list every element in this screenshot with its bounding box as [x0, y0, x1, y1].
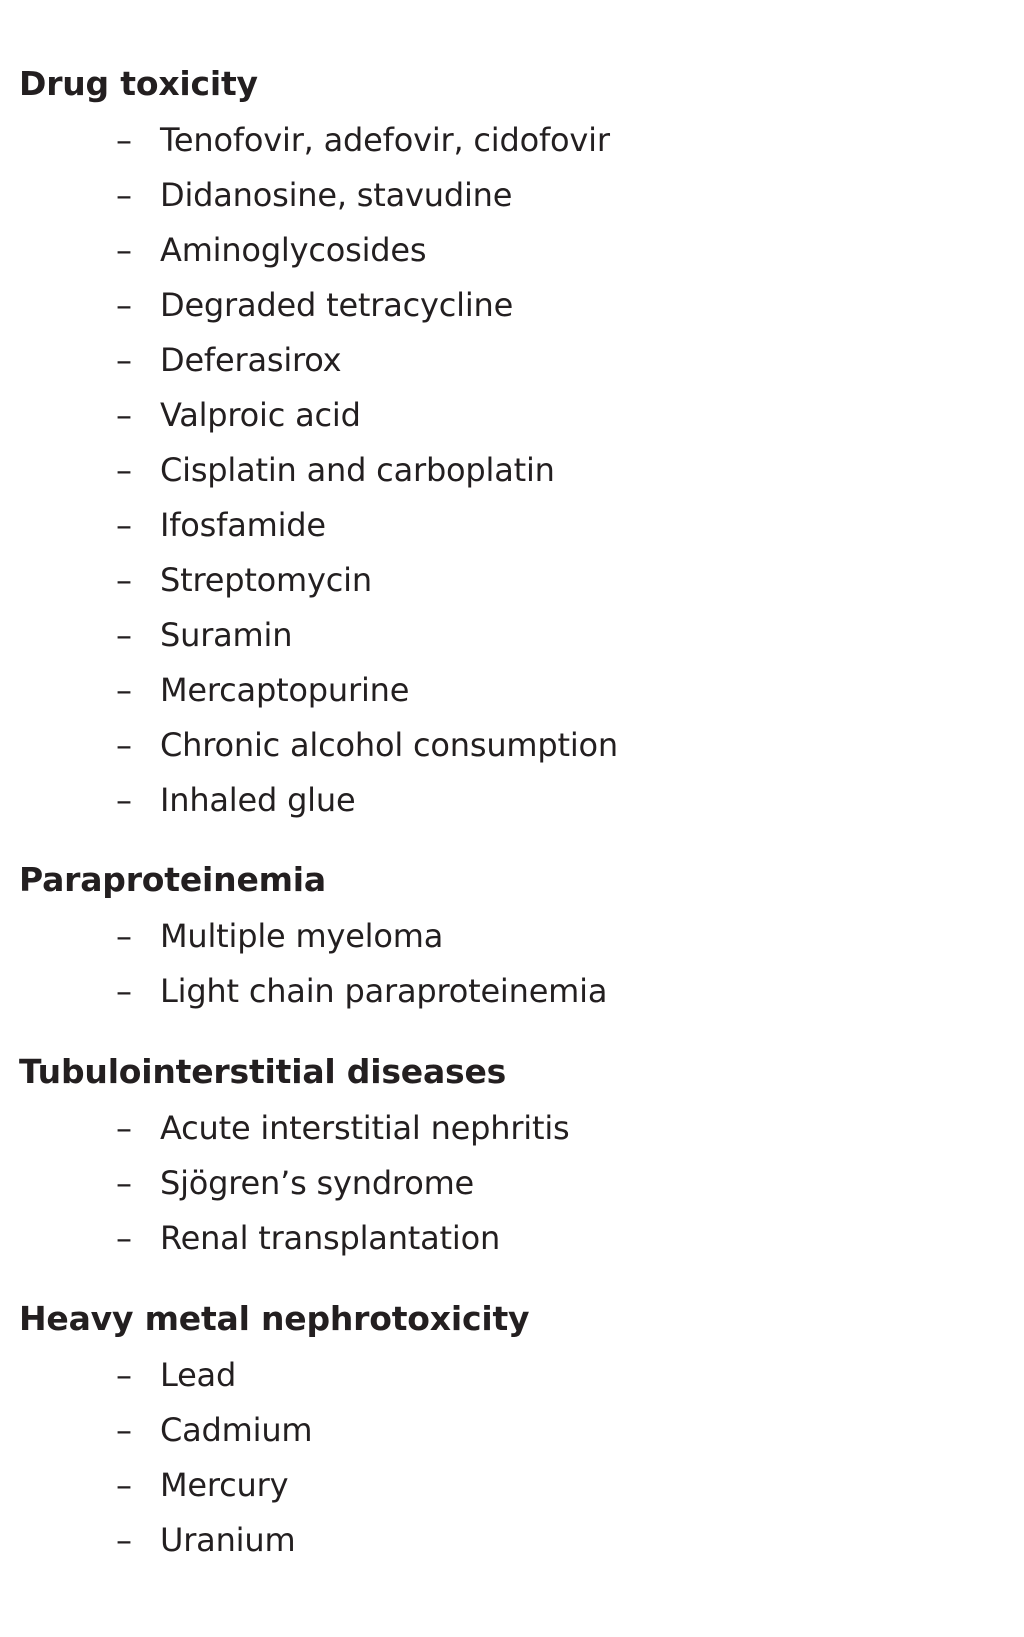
list-item-label: Ifosfamide — [160, 506, 326, 544]
dash-bullet: – — [116, 506, 132, 544]
list-item-label: Renal transplantation — [160, 1219, 501, 1257]
list-item-label: Sjögren’s syndrome — [160, 1164, 475, 1202]
list-item-label: Aminoglycosides — [160, 231, 427, 269]
list-item-label: Mercaptopurine — [160, 671, 410, 709]
list-item-label: Cadmium — [160, 1411, 313, 1449]
dash-bullet: – — [116, 341, 132, 379]
dash-bullet: – — [116, 1356, 132, 1394]
section-heading: Heavy metal nephrotoxicity — [19, 1299, 530, 1338]
dash-bullet: – — [116, 231, 132, 269]
section-heading: Tubulointerstitial diseases — [19, 1052, 507, 1091]
dash-bullet: – — [116, 286, 132, 324]
list-item-label: Tenofovir, adefovir, cidofovir — [160, 121, 610, 159]
list-item — [0, 725, 1024, 781]
list-item — [0, 1520, 1024, 1576]
dash-bullet: – — [116, 1521, 132, 1559]
list-item-label: Inhaled glue — [160, 781, 356, 819]
list-item — [0, 615, 1024, 671]
list-item-label: Lead — [160, 1356, 237, 1394]
list-item-label: Degraded tetracycline — [160, 286, 514, 324]
dash-bullet: – — [116, 1219, 132, 1257]
dash-bullet: – — [116, 972, 132, 1010]
list-item — [0, 340, 1024, 396]
list-item — [0, 971, 1024, 1027]
dash-bullet: – — [116, 451, 132, 489]
list-item — [0, 560, 1024, 616]
list-item-label: Mercury — [160, 1466, 289, 1504]
list-item — [0, 230, 1024, 286]
dash-bullet: – — [116, 121, 132, 159]
list-item — [0, 670, 1024, 726]
list-item — [0, 780, 1024, 836]
list-item — [0, 1410, 1024, 1466]
list-item-label: Didanosine, stavudine — [160, 176, 513, 214]
list-item-label: Valproic acid — [160, 396, 361, 434]
list-item — [0, 916, 1024, 972]
list-item — [0, 120, 1024, 176]
list-item-label: Uranium — [160, 1521, 296, 1559]
dash-bullet: – — [116, 671, 132, 709]
dash-bullet: – — [116, 176, 132, 214]
list-item-label: Suramin — [160, 616, 293, 654]
list-item — [0, 175, 1024, 231]
dash-bullet: – — [116, 917, 132, 955]
dash-bullet: – — [116, 1109, 132, 1147]
list-item — [0, 1108, 1024, 1164]
dash-bullet: – — [116, 616, 132, 654]
dash-bullet: – — [116, 781, 132, 819]
list-item — [0, 1465, 1024, 1521]
section-heading: Drug toxicity — [19, 64, 258, 103]
list-item-label: Acute interstitial nephritis — [160, 1109, 570, 1147]
dash-bullet: – — [116, 1466, 132, 1504]
list-item — [0, 1218, 1024, 1274]
dash-bullet: – — [116, 1411, 132, 1449]
dash-bullet: – — [116, 561, 132, 599]
list-item — [0, 450, 1024, 506]
dash-bullet: – — [116, 1164, 132, 1202]
list-item-label: Streptomycin — [160, 561, 372, 599]
list-item-label: Cisplatin and carboplatin — [160, 451, 555, 489]
section-heading: Paraproteinemia — [19, 860, 326, 899]
dash-bullet: – — [116, 396, 132, 434]
list-item — [0, 395, 1024, 451]
list-item-label: Light chain paraproteinemia — [160, 972, 608, 1010]
list-item — [0, 1163, 1024, 1219]
list-item-label: Chronic alcohol consumption — [160, 726, 618, 764]
list-item-label: Multiple myeloma — [160, 917, 444, 955]
list-item — [0, 1355, 1024, 1411]
list-item — [0, 285, 1024, 341]
list-item — [0, 505, 1024, 561]
list-item-label: Deferasirox — [160, 341, 342, 379]
dash-bullet: – — [116, 726, 132, 764]
